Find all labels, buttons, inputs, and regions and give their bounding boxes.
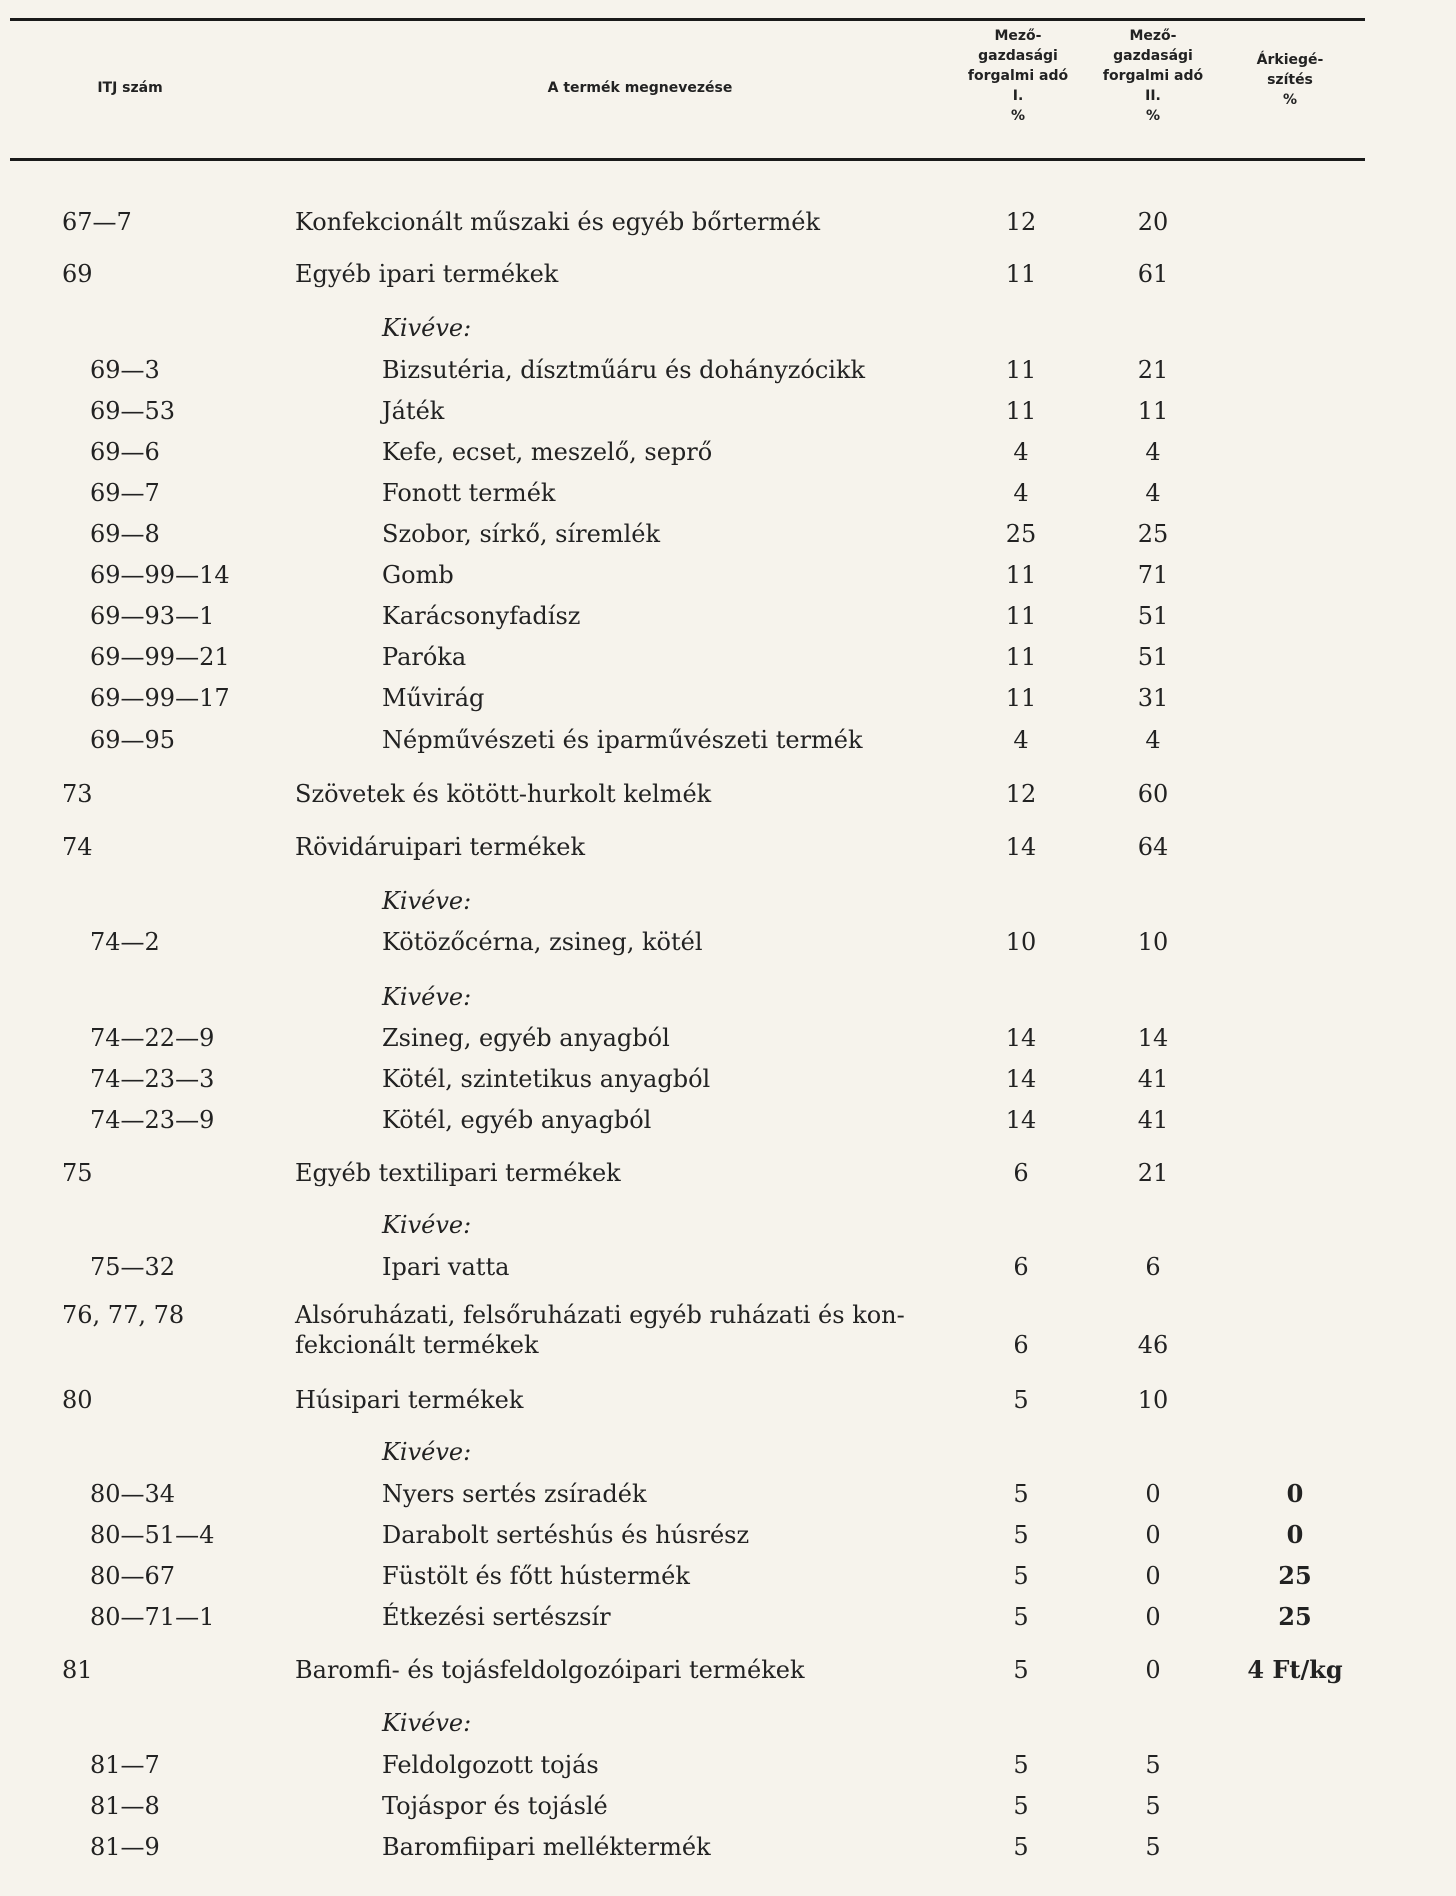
header-name-text: A termék megnevezése	[547, 80, 733, 96]
itj-code: 69—99—14	[90, 561, 230, 589]
itj-code: 69—3	[90, 356, 160, 384]
itj-code: 74—23—9	[90, 1106, 215, 1134]
tax-1-value: 5	[1013, 1833, 1029, 1861]
product-name: Kefe, ecset, meszelő, seprő	[382, 438, 713, 466]
product-name: Egyéb ipari termékek	[295, 260, 559, 288]
tax-1-value: 5	[1013, 1656, 1029, 1684]
tax-1-value: 5	[1013, 1603, 1029, 1631]
arkieg-value: 25	[1278, 1602, 1312, 1631]
tax-1-value: 25	[1005, 520, 1037, 548]
tax-1-value: 6	[1013, 1159, 1029, 1187]
itj-code: 76, 77, 78	[62, 1301, 185, 1329]
product-name: Művirág	[382, 684, 485, 712]
itj-code: 81—8	[90, 1792, 160, 1820]
itj-code: 80—51—4	[90, 1521, 215, 1549]
product-name: Fonott termék	[382, 479, 556, 507]
product-name: Konfekcionált műszaki és egyéb bőrtermék	[295, 208, 821, 236]
tax-2-value: 11	[1137, 397, 1169, 425]
itj-code: 74—22—9	[90, 1024, 215, 1052]
tax-2-value: 4	[1145, 479, 1161, 507]
tax-1-value: 5	[1013, 1480, 1029, 1508]
tax-1-value: 11	[1005, 397, 1037, 425]
tax-1-value: 4	[1013, 438, 1029, 466]
product-name: Játék	[382, 397, 445, 425]
except-note: Kivéve:	[382, 983, 472, 1011]
itj-code: 69—99—21	[90, 643, 230, 671]
tax-1-value: 4	[1013, 726, 1029, 754]
itj-code: 75—32	[90, 1253, 176, 1281]
arkieg-value: 0	[1286, 1520, 1304, 1549]
tax-1-value: 14	[1005, 1106, 1037, 1134]
product-name: Bizsutéria, dísztműáru és dohányzócikk	[382, 356, 866, 384]
header-tax-1-line: I.	[1012, 88, 1024, 104]
tax-1-value: 14	[1005, 833, 1037, 861]
product-name: Kötél, szintetikus anyagból	[382, 1065, 711, 1093]
itj-code: 80—34	[90, 1480, 176, 1508]
tax-2-value: 4	[1145, 726, 1161, 754]
except-note: Kivéve:	[382, 1438, 472, 1466]
product-name: Baromfiipari melléktermék	[382, 1833, 711, 1861]
tax-1-value: 11	[1005, 561, 1037, 589]
itj-code: 74—2	[90, 928, 160, 956]
tax-2-value: 5	[1145, 1792, 1161, 1820]
tax-1-value: 11	[1005, 356, 1037, 384]
tax-1-value: 5	[1013, 1386, 1029, 1414]
tax-2-value: 0	[1145, 1480, 1161, 1508]
itj-code: 80—67	[90, 1562, 176, 1590]
tax-2-value: 5	[1145, 1833, 1161, 1861]
tax-1-value: 14	[1005, 1065, 1037, 1093]
itj-code: 69—7	[90, 479, 160, 507]
product-name: Népművészeti és iparművészeti termék	[382, 726, 863, 754]
tax-2-value: 51	[1137, 643, 1169, 671]
tax-1-value: 4	[1013, 479, 1029, 507]
header-tax-2-line: gazdasági	[1113, 48, 1193, 64]
itj-code: 81	[62, 1656, 93, 1684]
tax-2-value: 5	[1145, 1751, 1161, 1779]
tax-2-value: 60	[1137, 780, 1169, 808]
itj-code: 80	[62, 1386, 93, 1414]
tax-1-value: 14	[1005, 1024, 1037, 1052]
product-name: Baromfi- és tojásfeldolgozóipari termékek	[295, 1656, 805, 1684]
tax-1-value: 11	[1005, 684, 1037, 712]
tax-2-value: 46	[1137, 1331, 1169, 1359]
product-name: Étkezési sertészsír	[382, 1603, 611, 1631]
tax-1-value: 11	[1005, 602, 1037, 630]
tax-1-value: 10	[1005, 928, 1037, 956]
tax-2-value: 20	[1137, 208, 1169, 236]
except-note: Kivéve:	[382, 887, 472, 915]
header-tax-2-line: Mező-	[1129, 28, 1177, 44]
tax-2-value: 0	[1145, 1521, 1161, 1549]
itj-code: 69—53	[90, 397, 176, 425]
tax-2-value: 64	[1137, 833, 1169, 861]
except-note: Kivéve:	[382, 1709, 472, 1737]
arkieg-value: 25	[1278, 1561, 1312, 1590]
tax-2-value: 71	[1137, 561, 1169, 589]
itj-code: 69	[62, 260, 93, 288]
product-name: Egyéb textilipari termékek	[295, 1159, 621, 1187]
tax-2-value: 0	[1145, 1656, 1161, 1684]
itj-code: 69—6	[90, 438, 160, 466]
tax-1-value: 12	[1005, 208, 1037, 236]
tax-2-value: 0	[1145, 1603, 1161, 1631]
product-name: Kötözőcérna, zsineg, kötél	[382, 928, 703, 956]
itj-code: 81—9	[90, 1833, 160, 1861]
product-name: Nyers sertés zsíradék	[382, 1480, 647, 1508]
product-name: Füstölt és főtt hústermék	[382, 1562, 690, 1590]
tax-1-value: 11	[1005, 643, 1037, 671]
header-code-text: ITJ szám	[97, 80, 163, 96]
arkieg-value: 4 Ft/kg	[1247, 1655, 1343, 1684]
tax-1-value: 5	[1013, 1792, 1029, 1820]
itj-code: 74—23—3	[90, 1065, 215, 1093]
product-name: Karácsonyfadísz	[382, 602, 581, 630]
tax-1-value: 6	[1013, 1331, 1029, 1359]
itj-code: 69—99—17	[90, 684, 230, 712]
tax-2-value: 21	[1137, 356, 1169, 384]
product-name: Szobor, sírkő, síremlék	[382, 520, 661, 548]
product-name: Rövidáruipari termékek	[295, 833, 586, 861]
header-tax-2-line: II.	[1145, 88, 1161, 104]
tax-1-value: 5	[1013, 1521, 1029, 1549]
header-tax-2-line: %	[1145, 108, 1161, 124]
header-arkieg-line: szítés	[1267, 72, 1313, 88]
tax-1-value: 11	[1005, 260, 1037, 288]
tax-1-value: 6	[1013, 1253, 1029, 1281]
header-tax-1-line: gazdasági	[978, 48, 1058, 64]
header-arkieg-line: Árkiegé-	[1256, 52, 1324, 68]
product-name: Alsóruházati, felsőruházati egyéb ruházati és kon-	[295, 1301, 905, 1329]
product-name: fekcionált termékek	[295, 1331, 539, 1359]
itj-code: 75	[62, 1159, 93, 1187]
tax-2-value: 21	[1137, 1159, 1169, 1187]
header-tax-1-line: %	[1010, 108, 1026, 124]
tax-2-value: 41	[1137, 1106, 1169, 1134]
product-name: Ipari vatta	[382, 1253, 510, 1281]
itj-code: 69—95	[90, 726, 176, 754]
tax-2-value: 4	[1145, 438, 1161, 466]
product-name: Zsineg, egyéb anyagból	[382, 1024, 670, 1052]
tax-2-value: 6	[1145, 1253, 1161, 1281]
tax-1-value: 5	[1013, 1751, 1029, 1779]
product-name: Tojáspor és tojáslé	[382, 1792, 608, 1820]
arkieg-value: 0	[1286, 1479, 1304, 1508]
except-note: Kivéve:	[382, 314, 472, 342]
itj-code: 73	[62, 780, 93, 808]
itj-code: 80—71—1	[90, 1603, 215, 1631]
except-note: Kivéve:	[382, 1211, 472, 1239]
itj-code: 74	[62, 833, 93, 861]
header-tax-1-line: forgalmi adó	[967, 68, 1069, 84]
itj-code: 69—93—1	[90, 602, 215, 630]
product-name: Gomb	[382, 561, 454, 589]
tax-2-value: 10	[1137, 1386, 1169, 1414]
product-name: Darabolt sertéshús és húsrész	[382, 1521, 750, 1549]
tax-1-value: 5	[1013, 1562, 1029, 1590]
tax-2-value: 25	[1137, 520, 1169, 548]
product-name: Szövetek és kötött-hurkolt kelmék	[295, 780, 712, 808]
tax-2-value: 14	[1137, 1024, 1169, 1052]
tax-1-value: 12	[1005, 780, 1037, 808]
header-tax-1-line: Mező-	[994, 28, 1042, 44]
header-tax-2-line: forgalmi adó	[1102, 68, 1204, 84]
tax-2-value: 41	[1137, 1065, 1169, 1093]
itj-code: 81—7	[90, 1751, 160, 1779]
tax-2-value: 10	[1137, 928, 1169, 956]
itj-code: 69—8	[90, 520, 160, 548]
tax-2-value: 61	[1137, 260, 1169, 288]
itj-code: 67—7	[62, 208, 132, 236]
product-name: Feldolgozott tojás	[382, 1751, 599, 1779]
tax-2-value: 51	[1137, 602, 1169, 630]
product-name: Kötél, egyéb anyagból	[382, 1106, 652, 1134]
product-name: Húsipari termékek	[295, 1386, 524, 1414]
tax-2-value: 31	[1137, 684, 1169, 712]
product-name: Paróka	[382, 643, 467, 671]
tax-2-value: 0	[1145, 1562, 1161, 1590]
header-arkieg-line: %	[1282, 92, 1298, 108]
